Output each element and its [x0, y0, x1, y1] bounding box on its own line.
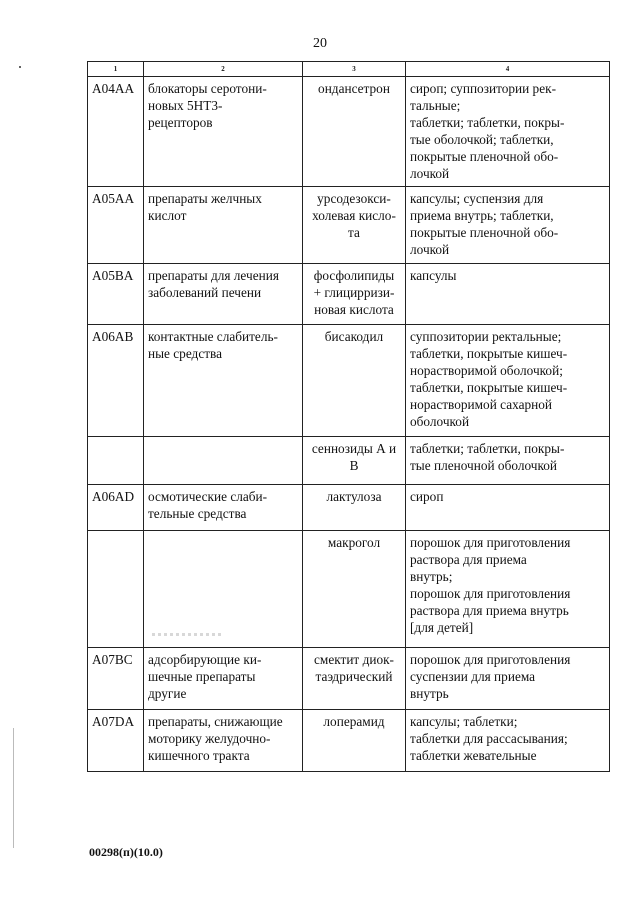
scan-smudge	[152, 633, 222, 636]
atc-code-cell: A07BC	[88, 648, 144, 710]
table-row	[88, 648, 610, 710]
column-header: 2	[144, 62, 303, 77]
dosage-forms-cell: порошок для приготовления раствора для приема внутрь; порошок для приготовления раствора для приема внутрь [для детей]	[406, 531, 610, 648]
group-cell: блокаторы серотони- новых 5HT3- рецепторов	[144, 77, 303, 187]
drug-table	[87, 61, 610, 772]
group-cell: осмотические слаби- тельные средства	[144, 485, 303, 531]
group-cell	[144, 531, 303, 648]
dosage-forms-cell: капсулы; таблетки; таблетки для рассасывания; таблетки жевательные	[406, 710, 610, 772]
dosage-forms-cell: капсулы; суспензия для приема внутрь; таблетки, покрытые пленочной обо- лочкой	[406, 187, 610, 264]
drug-cell: лоперамид	[303, 710, 406, 772]
atc-code-cell	[88, 437, 144, 485]
dosage-forms-cell: капсулы	[406, 264, 610, 325]
atc-code-cell: A05AA	[88, 187, 144, 264]
table-row	[88, 485, 610, 531]
drug-cell: фосфолипиды + глицирризи- новая кислота	[303, 264, 406, 325]
drug-cell: макрогол	[303, 531, 406, 648]
document-footer-code: 00298(п)(10.0)	[89, 845, 163, 859]
atc-code-cell	[88, 531, 144, 648]
column-header: 4	[406, 62, 610, 77]
group-cell: адсорбирующие ки- шечные препараты другие	[144, 648, 303, 710]
drug-cell: смектит диок- таэдрический	[303, 648, 406, 710]
table-row	[88, 710, 610, 772]
atc-code-cell: A04AA	[88, 77, 144, 187]
atc-code-cell: A07DA	[88, 710, 144, 772]
page-number: 20	[313, 36, 327, 51]
dosage-forms-cell: суппозитории ректальные; таблетки, покрытые кишеч- норастворимой оболочкой; таблетки, покрытые кишеч- норастворимой сахарной оболочкой	[406, 325, 610, 437]
table-row	[88, 325, 610, 437]
dosage-forms-cell: сироп; суппозитории рек- тальные; таблетки; таблетки, покры- тые оболочкой; таблетки, покрытые пленочной обо- лочкой	[406, 77, 610, 187]
dosage-forms-cell: таблетки; таблетки, покры- тые пленочной оболочкой	[406, 437, 610, 485]
scan-speck	[19, 66, 21, 68]
group-cell: препараты, снижающие моторику желудочно- кишечного тракта	[144, 710, 303, 772]
table-header-row	[88, 62, 610, 77]
group-cell: контактные слабитель- ные средства	[144, 325, 303, 437]
atc-code-cell: A06AB	[88, 325, 144, 437]
drug-cell: сеннозиды А и В	[303, 437, 406, 485]
table-row	[88, 437, 610, 485]
atc-code-cell: A05BA	[88, 264, 144, 325]
dosage-forms-cell: сироп	[406, 485, 610, 531]
drug-cell: урсодезокси- холевая кисло- та	[303, 187, 406, 264]
column-header: 1	[88, 62, 144, 77]
table-row	[88, 77, 610, 187]
drug-cell: ондансетрон	[303, 77, 406, 187]
group-cell: препараты желчных кислот	[144, 187, 303, 264]
atc-code-cell: A06AD	[88, 485, 144, 531]
table-row	[88, 264, 610, 325]
dosage-forms-cell: порошок для приготовления суспензии для приема внутрь	[406, 648, 610, 710]
column-header: 3	[303, 62, 406, 77]
drug-cell: бисакодил	[303, 325, 406, 437]
group-cell	[144, 437, 303, 485]
table-row	[88, 187, 610, 264]
scan-margin-line	[13, 728, 14, 848]
group-cell: препараты для лечения заболеваний печени	[144, 264, 303, 325]
table-row	[88, 531, 610, 648]
drug-cell: лактулоза	[303, 485, 406, 531]
